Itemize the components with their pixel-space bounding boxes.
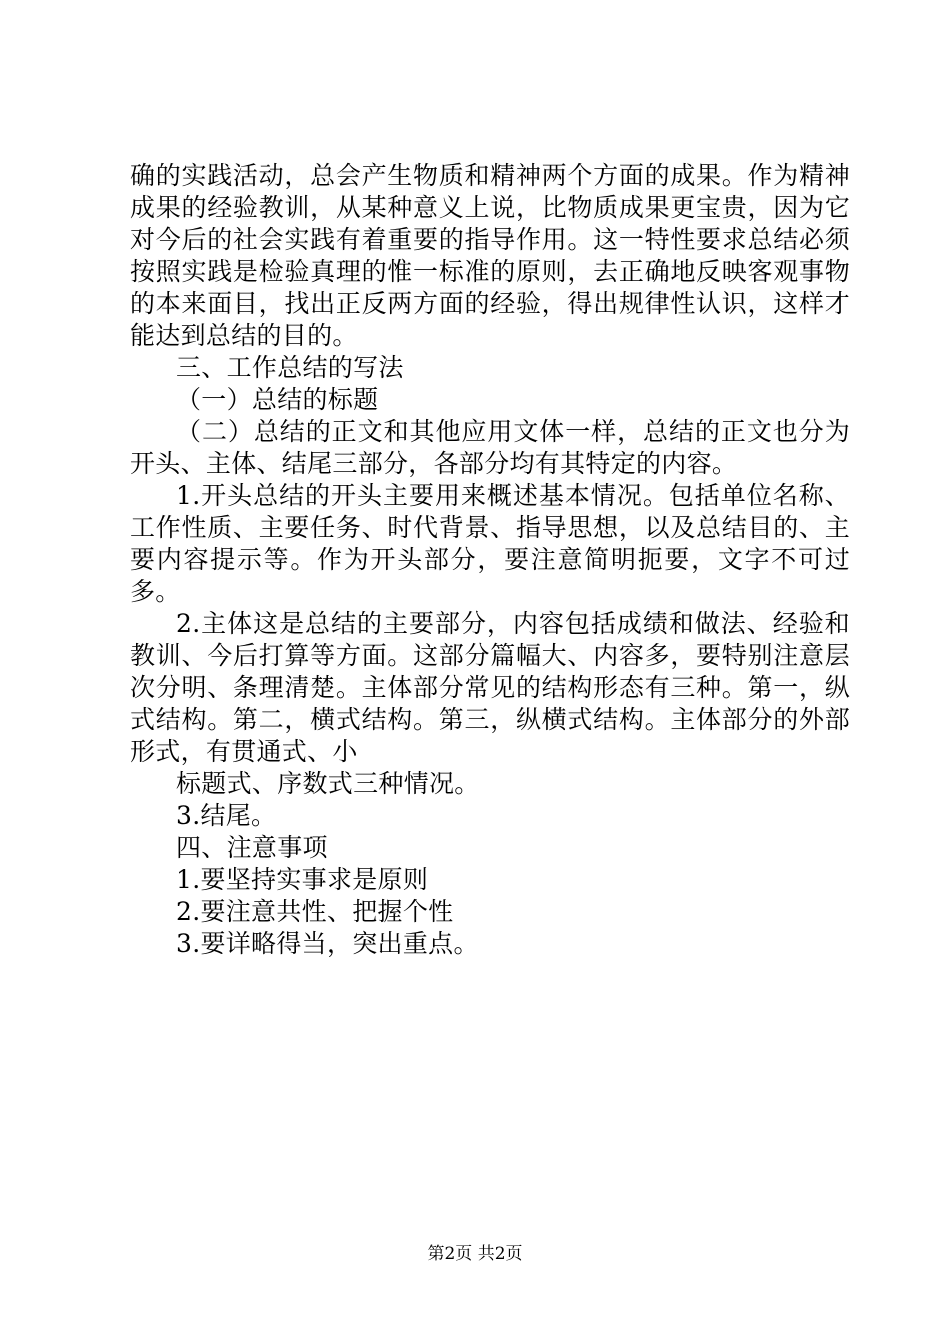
page-footer: 第2页 共2页 (427, 1244, 523, 1264)
note-item-1: 1.要坚持实事求是原则 (176, 865, 429, 894)
section-heading-notes: 四、注意事项 (176, 833, 328, 862)
subheading-body: （二）总结的正文和其他应用文体一样，总结的正文也分为开头、主体、结尾三部分，各部分均有其特定的内容。 (130, 417, 850, 478)
paragraph-main-body-continued: 标题式、序数式三种情况。 (176, 769, 480, 798)
note-item-3: 3.要详略得当，突出重点。 (176, 929, 479, 958)
paragraph-main-body: 2.主体这是总结的主要部分，内容包括成绩和做法、经验和教训、今后打算等方面。这部分篇幅大、内容多，要特别注意层次分明、条理清楚。主体部分常见的结构形态有三种。第一，纵式结构。第二，横式结构。第三，纵横式结构。主体部分的外部形式，有贯通式、小 (130, 609, 850, 766)
section-heading-writing-method: 三、工作总结的写法 (176, 353, 404, 382)
paragraph-opening: 1.开头总结的开头主要用来概述基本情况。包括单位名称、工作性质、主要任务、时代背景、指导思想，以及总结目的、主要内容提示等。作为开头部分，要注意简明扼要，文字不可过多。 (130, 481, 850, 606)
document-body (130, 160, 850, 960)
subheading-title: （一）总结的标题 (176, 385, 379, 414)
note-item-2: 2.要注意共性、把握个性 (176, 897, 454, 926)
paragraph-ending: 3.结尾。 (176, 801, 277, 830)
paragraph-continuation: 确的实践活动，总会产生物质和精神两个方面的成果。作为精神成果的经验教训，从某种意义上说，比物质成果更宝贵，因为它对今后的社会实践有着重要的指导作用。这一特性要求总结必须按照实践是检验真理的惟一标准的原则，去正确地反映客观事物的本来面目，找出正反两方面的经验，得出规律性认识，这样才能达到总结的目的。 (130, 161, 850, 350)
